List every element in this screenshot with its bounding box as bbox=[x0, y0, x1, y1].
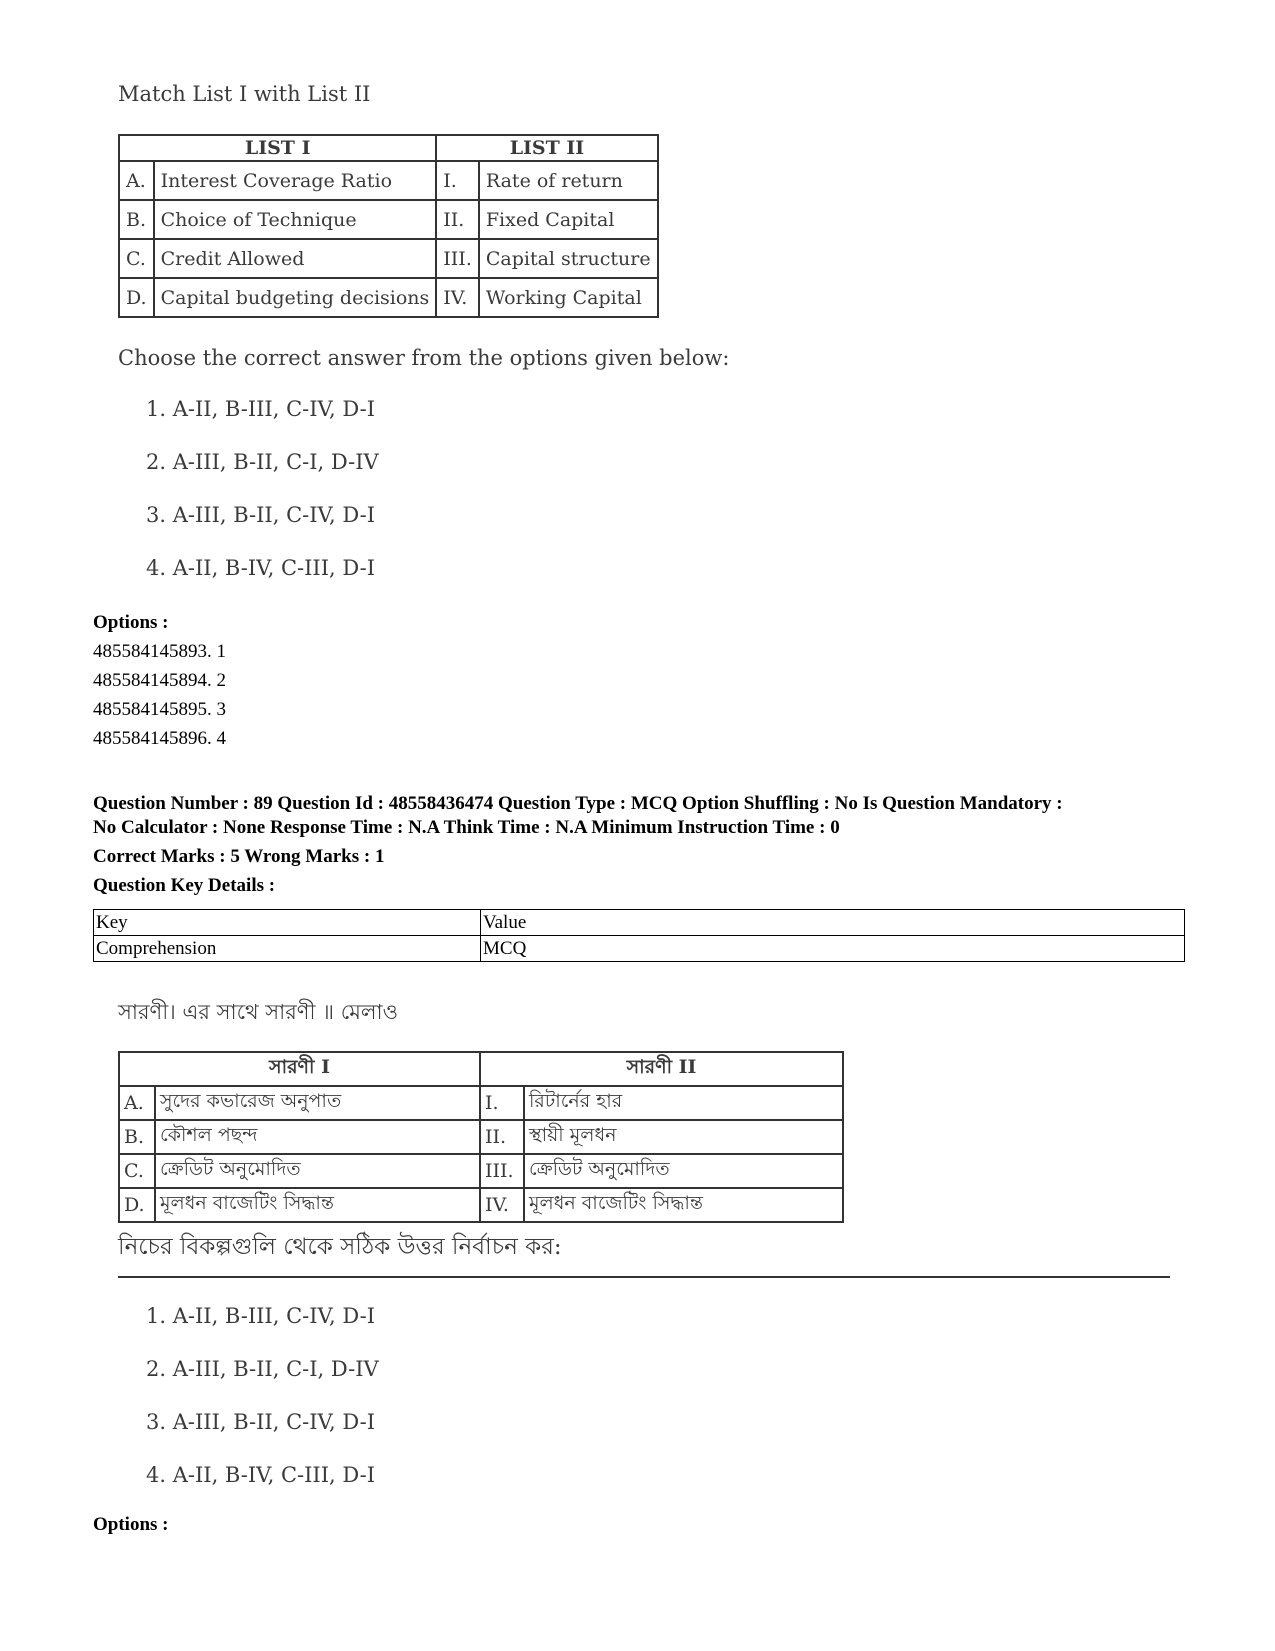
row-roman: IV. bbox=[436, 278, 479, 317]
row-roman: I. bbox=[480, 1086, 524, 1120]
q88-option-4: 485584145896. 4 bbox=[93, 728, 226, 749]
row-roman: IV. bbox=[480, 1188, 524, 1222]
q88-option-3: 485584145895. 3 bbox=[93, 699, 226, 720]
table-row bbox=[119, 161, 658, 200]
row-roman: III. bbox=[436, 239, 479, 278]
row-letter: C. bbox=[119, 239, 154, 278]
q88-answer-1: 1. A-II, B-III, C-IV, D-I bbox=[146, 397, 375, 421]
question-key-table bbox=[93, 909, 1185, 962]
list2-header: সারণী II bbox=[480, 1052, 843, 1086]
list1-header: LIST I bbox=[119, 135, 436, 161]
table-row bbox=[119, 1086, 843, 1120]
row-match: ক্রেডিট অনুমোদিত bbox=[524, 1154, 843, 1188]
q88-option-2: 485584145894. 2 bbox=[93, 670, 226, 691]
row-item: Choice of Technique bbox=[154, 200, 437, 239]
table-header-row bbox=[119, 1052, 843, 1086]
q88-match-table bbox=[118, 134, 659, 318]
table-row bbox=[119, 278, 658, 317]
q89-answer-4: 4. A-II, B-IV, C-III, D-I bbox=[146, 1463, 375, 1487]
key-cell: Comprehension bbox=[94, 936, 481, 962]
q89-match-table bbox=[118, 1051, 844, 1223]
q88-answer-3: 3. A-III, B-II, C-IV, D-I bbox=[146, 503, 375, 527]
row-roman: III. bbox=[480, 1154, 524, 1188]
row-item: Interest Coverage Ratio bbox=[154, 161, 437, 200]
table-row bbox=[119, 1188, 843, 1222]
q89-meta-line-1: Question Number : 89 Question Id : 48558436474 Question Type : MCQ Option Shuffling : No Is Question Mandatory : bbox=[93, 793, 1063, 814]
row-item: কৌশল পছন্দ bbox=[155, 1120, 480, 1154]
table-row bbox=[94, 936, 1185, 962]
row-roman: II. bbox=[436, 200, 479, 239]
list2-header: LIST II bbox=[436, 135, 657, 161]
row-letter: B. bbox=[119, 200, 154, 239]
list1-header: সারণী I bbox=[119, 1052, 480, 1086]
row-match: Rate of return bbox=[479, 161, 658, 200]
q89-choose-instruction: নিচের বিকল্পগুলি থেকে সঠিক উত্তর নির্বাচন কর: bbox=[118, 1234, 562, 1260]
row-match: মূলধন বাজেটিং সিদ্ধান্ত bbox=[524, 1188, 843, 1222]
q89-marks: Correct Marks : 5 Wrong Marks : 1 bbox=[93, 846, 385, 867]
q88-answer-2: 2. A-III, B-II, C-I, D-IV bbox=[146, 450, 379, 474]
table-row bbox=[119, 239, 658, 278]
q88-option-1: 485584145893. 1 bbox=[93, 641, 226, 662]
row-letter: D. bbox=[119, 278, 154, 317]
q89-answer-2: 2. A-III, B-II, C-I, D-IV bbox=[146, 1357, 379, 1381]
row-match: Fixed Capital bbox=[479, 200, 658, 239]
q89-key-details-label: Question Key Details : bbox=[93, 875, 276, 896]
table-row bbox=[119, 1120, 843, 1154]
key-header: Key bbox=[94, 910, 481, 936]
row-match: স্থায়ী মূলধন bbox=[524, 1120, 843, 1154]
q89-intro-text: সারণী। এর সাথে সারণী ॥ মেলাও bbox=[118, 1000, 399, 1024]
table-header-row bbox=[119, 135, 658, 161]
q88-choose-instruction: Choose the correct answer from the options given below: bbox=[118, 346, 730, 370]
row-item: ক্রেডিট অনুমোদিত bbox=[155, 1154, 480, 1188]
divider bbox=[118, 1276, 1170, 1278]
row-roman: I. bbox=[436, 161, 479, 200]
row-letter: D. bbox=[119, 1188, 155, 1222]
q88-answer-4: 4. A-II, B-IV, C-III, D-I bbox=[146, 556, 375, 580]
row-letter: A. bbox=[119, 161, 154, 200]
row-item: Capital budgeting decisions bbox=[154, 278, 437, 317]
row-roman: II. bbox=[480, 1120, 524, 1154]
q89-answer-3: 3. A-III, B-II, C-IV, D-I bbox=[146, 1410, 375, 1434]
row-letter: C. bbox=[119, 1154, 155, 1188]
q89-meta-line-2: No Calculator : None Response Time : N.A Think Time : N.A Minimum Instruction Time : 0 bbox=[93, 817, 840, 838]
value-header: Value bbox=[481, 910, 1185, 936]
row-match: রিটার্নের হার bbox=[524, 1086, 843, 1120]
table-row bbox=[119, 200, 658, 239]
row-item: মূলধন বাজেটিং সিদ্ধান্ত bbox=[155, 1188, 480, 1222]
q89-answer-1: 1. A-II, B-III, C-IV, D-I bbox=[146, 1304, 375, 1328]
table-row bbox=[119, 1154, 843, 1188]
q88-intro-text: Match List I with List II bbox=[118, 82, 371, 106]
row-match: Working Capital bbox=[479, 278, 658, 317]
row-letter: B. bbox=[119, 1120, 155, 1154]
value-cell: MCQ bbox=[481, 936, 1185, 962]
q88-options-label: Options : bbox=[93, 612, 169, 633]
row-match: Capital structure bbox=[479, 239, 658, 278]
table-row bbox=[94, 910, 1185, 936]
row-letter: A. bbox=[119, 1086, 155, 1120]
q89-options-label: Options : bbox=[93, 1514, 169, 1535]
row-item: Credit Allowed bbox=[154, 239, 437, 278]
row-item: সুদের কভারেজ অনুপাত bbox=[155, 1086, 480, 1120]
